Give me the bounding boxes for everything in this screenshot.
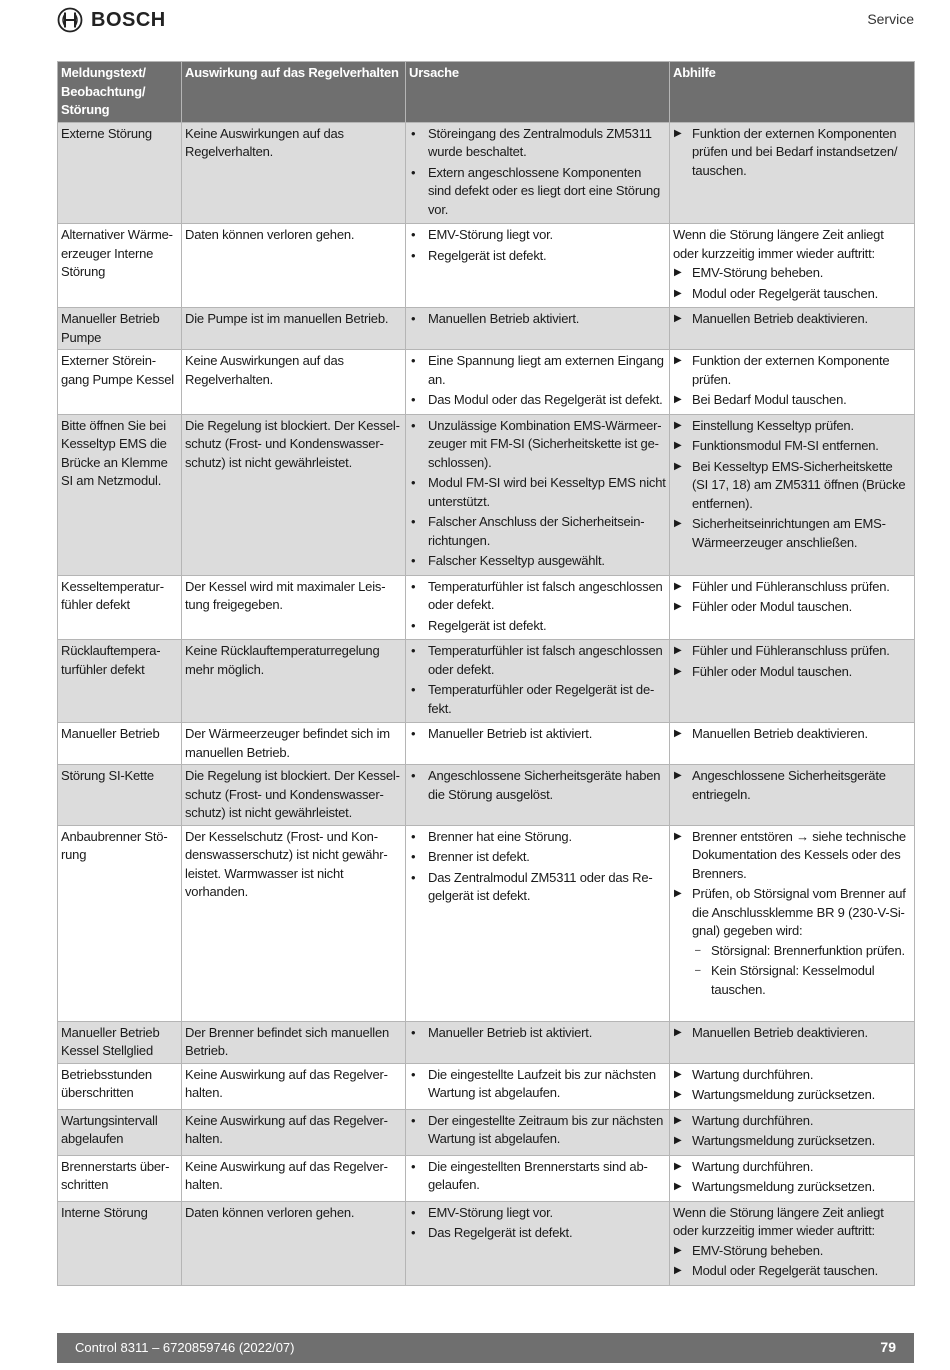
- cell-meldung: Wartungsintervall abgelaufen: [58, 1109, 182, 1155]
- cause-list: [409, 125, 666, 220]
- remedy-item: [673, 1242, 911, 1261]
- cell-meldung: Externe Störung: [58, 122, 182, 224]
- remedy-item: [673, 1132, 911, 1151]
- cause-list: [409, 1112, 666, 1149]
- remedy-list: [673, 828, 911, 1000]
- remedy-text: Manuellen Betrieb deaktivieren.: [692, 1024, 868, 1040]
- cell-ursache: [406, 224, 670, 308]
- column-header-meldung: Meldungstext/ Beobachtung/ Störung: [58, 62, 182, 123]
- cause-item: • Eine Spannung liegt am externen Eingang an.: [409, 352, 666, 389]
- remedy-item: [673, 1086, 911, 1105]
- remedy-list: [673, 125, 911, 181]
- remedy-text: Bei Kesseltyp EMS-Sicherheitskette (SI 17, 18) am ZM5311 öffnen (Brücke entfernen).: [692, 458, 906, 511]
- cell-meldung: Anbaubrenner Störung: [58, 825, 182, 1021]
- remedy-text: Fühler und Fühleranschluss prüfen.: [692, 643, 890, 658]
- cause-item: • Das Regelgerät ist defekt.: [409, 1224, 666, 1243]
- cell-abhilfe: [670, 1201, 915, 1285]
- remedy-text: Sicherheitseinrichtungen am EMS-Wärmeerzeuger anschließen.: [692, 516, 886, 550]
- cell-abhilfe: [670, 723, 915, 765]
- table-row: [58, 308, 915, 350]
- cause-list: [409, 725, 666, 744]
- cell-abhilfe: [670, 308, 915, 350]
- cause-item: • Unzulässige Kombination EMS-Wärmeerzeuger mit FM-SI (Sicherheitskette ist geschlossen).: [409, 417, 666, 473]
- remedy-text: Wartungsmeldung zurücksetzen.: [692, 1179, 876, 1194]
- remedy-item: [673, 1178, 911, 1197]
- remedy-intro: Wenn die Störung längere Zeit anliegt oder kurzzeitig immer wieder auftritt:: [673, 227, 884, 261]
- remedy-text: Funktion der externen Komponente prüfen.: [692, 353, 890, 387]
- table-header-row: [58, 62, 915, 123]
- cell-abhilfe: [670, 224, 915, 308]
- remedy-text: Fühler und Fühleranschluss prüfen.: [692, 578, 890, 594]
- remedy-item: [673, 417, 911, 436]
- cause-item: • Regelgerät ist defekt.: [409, 247, 666, 266]
- remedy-item: [673, 264, 911, 283]
- remedy-item: [673, 515, 911, 552]
- remedy-text: Fühler oder Modul tauschen.: [692, 599, 853, 614]
- cell-abhilfe: [670, 640, 915, 723]
- remedy-list: [673, 1112, 911, 1151]
- cell-auswirkung: Der Kesselschutz (Frost- und Kondenswasserschutz) ist nicht gewährleistet. Warmwasser ist nicht vorhanden.: [182, 825, 406, 1021]
- cell-abhilfe: [670, 414, 915, 575]
- cell-meldung: Manueller Betrieb: [58, 723, 182, 765]
- cause-item: • Manueller Betrieb ist aktiviert.: [409, 725, 666, 744]
- remedy-text: Funktion der externen Komponenten prüfen und bei Bedarf instandsetzen/ tauschen.: [692, 125, 898, 178]
- column-header-ursache: Ursache: [406, 62, 670, 123]
- cell-auswirkung: Daten können verloren gehen.: [182, 224, 406, 308]
- remedy-text: Manuellen Betrieb deaktivieren.: [692, 311, 868, 326]
- cause-list: [409, 578, 666, 636]
- cause-list: [409, 1204, 666, 1243]
- remedy-list: [673, 767, 911, 804]
- cell-auswirkung: Keine Auswirkungen auf das Regelverhalten.: [182, 122, 406, 224]
- remedy-list: [673, 1242, 911, 1281]
- remedy-text: EMV-Störung beheben.: [692, 265, 824, 280]
- remedy-item: [673, 285, 911, 304]
- cell-meldung: Störung SI-Kette: [58, 765, 182, 826]
- cell-abhilfe: [670, 1063, 915, 1109]
- table-row: [58, 1109, 915, 1155]
- cell-ursache: [406, 575, 670, 640]
- cell-meldung: Alternativer Wärmeerzeuger Interne Störung: [58, 224, 182, 308]
- cause-list: [409, 1024, 666, 1043]
- bosch-logo: [57, 7, 166, 33]
- table-row: [58, 122, 915, 224]
- cell-abhilfe: [670, 825, 915, 1021]
- cause-item: • Falscher Kesseltyp ausgewählt.: [409, 552, 666, 571]
- fault-table: [57, 61, 915, 1286]
- cause-item: • Das Zentralmodul ZM5311 oder das Regelgerät ist defekt.: [409, 869, 666, 906]
- cause-list: [409, 226, 666, 265]
- column-header-auswirkung: Auswirkung auf das Regelverhalten: [182, 62, 406, 123]
- cause-item: • Falscher Anschluss der Sicherheitseinrichtungen.: [409, 513, 666, 550]
- remedy-text: Fühler oder Modul tauschen.: [692, 663, 853, 679]
- cell-ursache: [406, 414, 670, 575]
- remedy-item: [673, 828, 911, 884]
- cell-meldung: Brennerstarts überschritten: [58, 1155, 182, 1201]
- cell-ursache: [406, 1109, 670, 1155]
- remedy-text: Brenner entstören → siehe technische Dokumentation des Kessels oder des Brenners.: [692, 828, 906, 881]
- remedy-item: [673, 885, 911, 999]
- remedy-text: Wartungsmeldung zurücksetzen.: [692, 1087, 876, 1102]
- cause-list: [409, 1066, 666, 1103]
- cause-item: • Störeingang des Zentralmoduls ZM5311 wurde beschaltet.: [409, 125, 666, 162]
- cell-ursache: [406, 825, 670, 1021]
- remedy-item: [673, 458, 911, 514]
- table-row: [58, 1201, 915, 1285]
- remedy-text: Wartung durchführen.: [692, 1158, 814, 1174]
- cell-meldung: Manueller Betrieb Pumpe: [58, 308, 182, 350]
- cell-auswirkung: Die Regelung ist blockiert. Der Kesselschutz (Frost- und Kondenswasserschutz) ist nicht gewährleistet.: [182, 765, 406, 826]
- cause-item: • Brenner ist defekt.: [409, 848, 666, 867]
- cell-ursache: [406, 1063, 670, 1109]
- cell-meldung: Manueller Betrieb Kessel Stellglied: [58, 1021, 182, 1063]
- cell-auswirkung: Keine Rücklauftemperaturregelung mehr möglich.: [182, 640, 406, 723]
- cause-item: • Die eingestellten Brennerstarts sind abgelaufen.: [409, 1158, 666, 1195]
- cell-auswirkung: Keine Auswirkung auf das Regelverhalten.: [182, 1155, 406, 1201]
- table-row: [58, 1063, 915, 1109]
- remedy-list: [673, 725, 911, 744]
- cell-meldung: Kesseltemperaturfühler defekt: [58, 575, 182, 640]
- cell-ursache: [406, 1155, 670, 1201]
- cell-auswirkung: Die Regelung ist blockiert. Der Kesselschutz (Frost- und Kondenswasserschutz) ist nicht gewährleistet.: [182, 414, 406, 575]
- remedy-text: Wartungsmeldung zurücksetzen.: [692, 1133, 876, 1148]
- remedy-list: [673, 264, 911, 303]
- cell-ursache: [406, 640, 670, 723]
- cell-meldung: Externer Störeingang Pumpe Kessel: [58, 350, 182, 415]
- cell-auswirkung: Die Pumpe ist im manuellen Betrieb.: [182, 308, 406, 350]
- brand-name: BOSCH: [91, 8, 166, 31]
- table-row: [58, 640, 915, 723]
- cause-item: • Angeschlossene Sicherheitsgeräte haben die Störung ausgelöst.: [409, 767, 666, 804]
- remedy-sublist: [692, 942, 911, 1000]
- cell-ursache: [406, 308, 670, 350]
- remedy-text: Manuellen Betrieb deaktivieren.: [692, 726, 868, 741]
- remedy-list: [673, 642, 911, 681]
- cause-item: • Manuellen Betrieb aktiviert.: [409, 310, 666, 329]
- cause-item: • Der eingestellte Zeitraum bis zur nächsten Wartung ist abgelaufen.: [409, 1112, 666, 1149]
- table-row: [58, 350, 915, 415]
- remedy-intro: Wenn die Störung längere Zeit anliegt oder kurzzeitig immer wieder auftritt:: [673, 1204, 884, 1238]
- remedy-item: [673, 663, 911, 682]
- cause-item: • Manueller Betrieb ist aktiviert.: [409, 1024, 666, 1043]
- remedy-subitem: – Störsignal: Brennerfunktion prüfen.: [692, 942, 911, 961]
- cell-ursache: [406, 1201, 670, 1285]
- cell-auswirkung: Keine Auswirkung auf das Regelverhalten.: [182, 1063, 406, 1109]
- cause-list: [409, 352, 666, 410]
- cause-list: [409, 828, 666, 906]
- remedy-item: [673, 598, 911, 617]
- cell-auswirkung: Keine Auswirkungen auf das Regelverhalten.: [182, 350, 406, 415]
- cause-item: • Temperaturfühler oder Regelgerät ist defekt.: [409, 681, 666, 718]
- cause-item: • Temperaturfühler ist falsch angeschlossen oder defekt.: [409, 642, 666, 679]
- table-row: [58, 414, 915, 575]
- cell-ursache: [406, 765, 670, 826]
- cell-abhilfe: [670, 575, 915, 640]
- column-header-abhilfe: Abhilfe: [670, 62, 915, 123]
- table-row: [58, 575, 915, 640]
- remedy-item: [673, 1262, 911, 1281]
- cell-ursache: [406, 723, 670, 765]
- remedy-item: [673, 578, 911, 597]
- cell-auswirkung: Der Wärmeerzeuger befindet sich im manuellen Betrieb.: [182, 723, 406, 765]
- cell-meldung: Betriebsstunden überschritten: [58, 1063, 182, 1109]
- cell-auswirkung: Keine Auswirkung auf das Regelverhalten.: [182, 1109, 406, 1155]
- remedy-list: [673, 417, 911, 553]
- remedy-item: [673, 1024, 911, 1043]
- cell-meldung: Interne Störung: [58, 1201, 182, 1285]
- remedy-item: [673, 642, 911, 661]
- page-number: 79: [880, 1339, 896, 1355]
- cause-item: • Brenner hat eine Störung.: [409, 828, 666, 847]
- cell-auswirkung: Der Kessel wird mit maximaler Leistung freigegeben.: [182, 575, 406, 640]
- cause-list: [409, 417, 666, 571]
- cause-item: • EMV-Störung liegt vor.: [409, 1204, 666, 1223]
- remedy-list: [673, 1158, 911, 1197]
- table-row: [58, 825, 915, 1021]
- table-row: [58, 723, 915, 765]
- remedy-text: Modul oder Regelgerät tauschen.: [692, 285, 879, 301]
- remedy-list: [673, 310, 911, 329]
- cell-ursache: [406, 1021, 670, 1063]
- remedy-item: [673, 1112, 911, 1131]
- cause-item: • Die eingestellte Laufzeit bis zur nächsten Wartung ist abgelaufen.: [409, 1066, 666, 1103]
- table-row: [58, 1021, 915, 1063]
- document-reference: Control 8311 – 6720859746 (2022/07): [75, 1340, 295, 1355]
- remedy-text: Wartung durchführen.: [692, 1066, 814, 1082]
- remedy-item: [673, 310, 911, 329]
- cell-abhilfe: [670, 1155, 915, 1201]
- table-row: [58, 1155, 915, 1201]
- cause-list: [409, 1158, 666, 1195]
- cause-list: [409, 310, 666, 329]
- remedy-subitem: – Kein Störsignal: Kesselmodul tauschen.: [692, 962, 911, 999]
- cause-item: • Extern angeschlossene Komponenten sind defekt oder es liegt dort eine Störung vor.: [409, 164, 666, 220]
- cell-auswirkung: Daten können verloren gehen.: [182, 1201, 406, 1285]
- remedy-list: [673, 1066, 911, 1105]
- remedy-item: [673, 352, 911, 389]
- remedy-text: Modul oder Regelgerät tauschen.: [692, 1263, 879, 1278]
- remedy-text: Prüfen, ob Störsignal vom Brenner auf die Anschlussklemme BR 9 (230-V-Signal) gegeben wird:: [692, 886, 906, 938]
- cell-meldung: Rücklauftemperaturfühler defekt: [58, 640, 182, 723]
- remedy-text: Bei Bedarf Modul tauschen.: [692, 392, 847, 407]
- remedy-item: [673, 1158, 911, 1177]
- table-row: [58, 765, 915, 826]
- cell-auswirkung: Der Brenner befindet sich manuellen Betrieb.: [182, 1021, 406, 1063]
- remedy-item: [673, 767, 911, 804]
- remedy-text: Wartung durchführen.: [692, 1112, 814, 1128]
- remedy-item: [673, 437, 911, 456]
- cell-abhilfe: [670, 122, 915, 224]
- remedy-list: [673, 578, 911, 617]
- cause-item: • Regelgerät ist defekt.: [409, 617, 666, 636]
- table-row: [58, 224, 915, 308]
- page-header: [57, 7, 914, 35]
- cause-list: [409, 767, 666, 804]
- cell-meldung: Bitte öffnen Sie bei Kesseltyp EMS die Brücke an Klemme SI am Netzmodul.: [58, 414, 182, 575]
- bosch-armature-icon: [57, 7, 83, 33]
- cell-abhilfe: [670, 1021, 915, 1063]
- remedy-text: EMV-Störung beheben.: [692, 1242, 824, 1258]
- cell-ursache: [406, 350, 670, 415]
- section-title: Service: [867, 11, 914, 27]
- cause-item: • EMV-Störung liegt vor.: [409, 226, 666, 245]
- remedy-text: Einstellung Kesseltyp prüfen.: [692, 417, 854, 433]
- cause-item: • Das Modul oder das Regelgerät ist defekt.: [409, 391, 666, 410]
- remedy-text: Angeschlossene Sicherheitsgeräte entriegeln.: [692, 768, 886, 802]
- remedy-list: [673, 1024, 911, 1043]
- remedy-text: Funktionsmodul FM-SI entfernen.: [692, 438, 879, 453]
- cause-item: • Temperaturfühler ist falsch angeschlossen oder defekt.: [409, 578, 666, 615]
- remedy-list: [673, 352, 911, 410]
- cell-abhilfe: [670, 765, 915, 826]
- remedy-item: [673, 1066, 911, 1085]
- remedy-item: [673, 725, 911, 744]
- cell-abhilfe: [670, 1109, 915, 1155]
- cell-abhilfe: [670, 350, 915, 415]
- page-footer: [57, 1333, 914, 1363]
- remedy-item: [673, 391, 911, 410]
- cell-ursache: [406, 122, 670, 224]
- cause-list: [409, 642, 666, 718]
- remedy-item: [673, 125, 911, 181]
- cause-item: • Modul FM-SI wird bei Kesseltyp EMS nicht unterstützt.: [409, 474, 666, 511]
